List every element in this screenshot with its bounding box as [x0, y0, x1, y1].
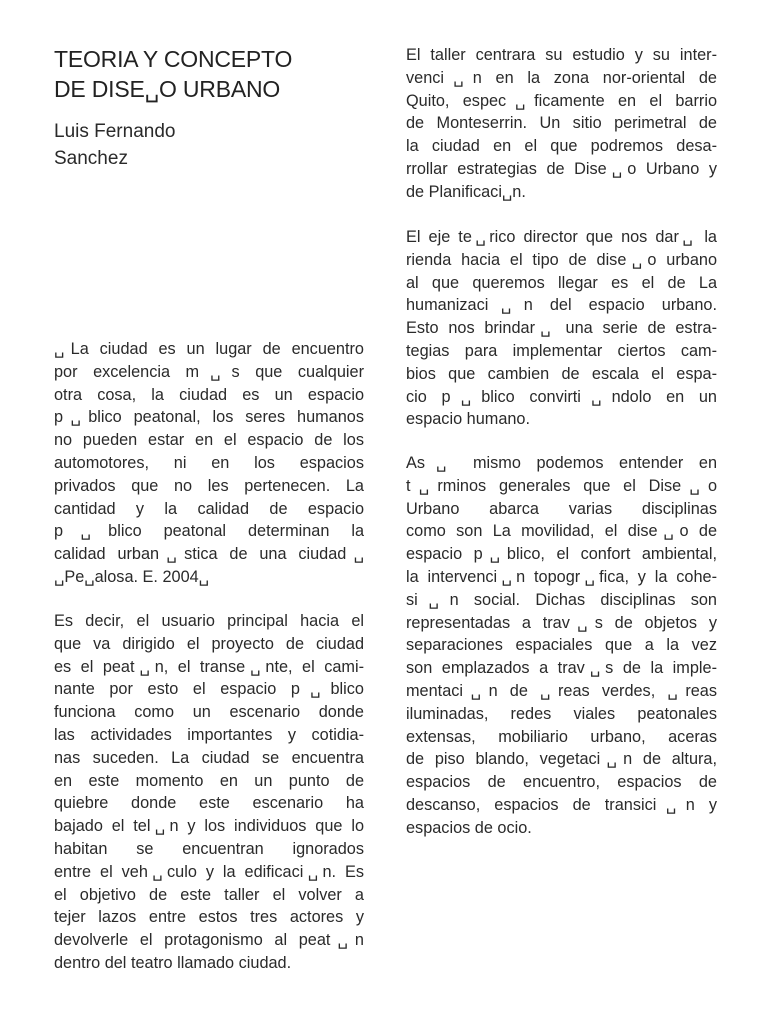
paragraph-line: nas suceden. La ciudad se encuentra [54, 748, 364, 767]
paragraph-line: si␣n social. Dichas disciplinas son [406, 590, 717, 609]
paragraph-line: de Planificaci␣n. [406, 182, 526, 201]
paragraph-line: automotores, ni en los espacios [54, 453, 364, 472]
paragraph-line: otra cosa, la ciudad es un espacio [54, 385, 364, 404]
left-column [54, 0, 364, 1024]
paragraph-line: es el peat␣n, el transe␣nte, el cami- [54, 657, 364, 676]
paragraph-line: dentro del teatro llamado ciudad. [54, 953, 292, 972]
paragraph-line: separaciones espaciales que a la vez [406, 636, 717, 655]
paragraph-line: tejer lazos entre estos tres actores y [54, 908, 364, 927]
paragraph-line: El taller centrara su estudio y su inter- [406, 46, 717, 64]
author-name [54, 118, 364, 172]
paragraph-line: descanso, espacios de transici␣n y [406, 795, 717, 814]
author-line: Sanchez [54, 148, 128, 169]
author-line: Luis Fernando [54, 121, 176, 142]
paragraph-line: de piso blando, vegetaci␣n de altura, [406, 750, 717, 769]
paragraph-line: ␣La ciudad es un lugar de encuentro [54, 340, 364, 358]
paragraph-line: venci␣n en la zona nor-oriental de [406, 68, 717, 87]
paragraph-line: privados que no les pertenecen. La [54, 476, 364, 495]
title-line: TEORIA Y CONCEPTO [54, 46, 293, 72]
paragraph-line: p␣blico peatonal determinan la [54, 522, 364, 541]
paragraph-line: tegias para implementar ciertos cam- [406, 341, 717, 360]
quote-paragraph [54, 338, 364, 589]
paragraph-line: no pueden estar en el espacio de los [54, 431, 364, 450]
body-paragraph [406, 226, 717, 431]
paragraph-line: rrollar estrategias de Dise␣o Urbano y [406, 159, 717, 178]
paragraph-line: entre el veh␣culo y la edificaci␣n. Es [54, 862, 364, 881]
paragraph-line: Esto nos brindar␣ una serie de estra- [406, 319, 717, 338]
paragraph-line: iluminadas, redes viales peatonales [406, 704, 717, 723]
paragraph-line: espacios de ocio. [406, 818, 532, 837]
body-paragraph [406, 452, 717, 840]
right-column [406, 0, 717, 1024]
paragraph-line: de Monteserrin. Un sitio perimetral de [406, 114, 717, 133]
paragraph-line: espacio p␣blico, el confort ambiental, [406, 545, 717, 564]
paragraph-line: como son La movilidad, el dise␣o de [406, 522, 717, 541]
paragraph-line: Quito, espec␣ficamente en el barrio [406, 91, 717, 110]
paragraph-line: t␣rminos generales que el Dise␣o [406, 476, 717, 495]
paragraph-line: quiebre donde este escenario ha [54, 794, 364, 813]
paragraph-line: Es decir, el usuario principal hacia el [54, 612, 364, 630]
paragraph-line: el objetivo de este taller el volver a [54, 885, 364, 904]
paragraph-line: las actividades importantes y cotidia- [54, 725, 364, 744]
paragraph-line: ␣Pe␣alosa. E. 2004␣ [54, 567, 210, 586]
paragraph-line: en este momento en un punto de [54, 771, 364, 790]
paragraph-line: humanizaci␣n del espacio urbano. [406, 296, 717, 315]
document-title [54, 44, 364, 104]
paragraph-line: la intervenci␣n topogr␣fica, y la cohe- [406, 567, 717, 586]
paragraph-line: al que queremos llegar es el de La [406, 273, 717, 292]
paragraph-line: extensas, mobiliario urbano, aceras [406, 727, 717, 746]
paragraph-line: son emplazados a trav␣s de la imple- [406, 659, 717, 678]
paragraph-line: espacio humano. [406, 410, 531, 429]
paragraph-line: As␣ mismo podemos entender en [406, 454, 717, 472]
paragraph-line: representadas a trav␣s de objetos y [406, 613, 717, 632]
paragraph-line: que va dirigido el proyecto de ciudad [54, 634, 364, 653]
title-line: DE DISE␣O URBANO [54, 76, 281, 102]
paragraph-line: cio p␣blico convirti␣ndolo en un [406, 387, 717, 406]
body-paragraph [406, 44, 717, 204]
paragraph-line: por excelencia m␣s que cualquier [54, 362, 364, 381]
paragraph-line: cantidad y la calidad de espacio [54, 499, 364, 518]
paragraph-line: p␣blico peatonal, los seres humanos [54, 408, 364, 427]
paragraph-line: nante por esto el espacio p␣blico [54, 680, 364, 699]
paragraph-line: rienda hacia el tipo de dise␣o urbano [406, 250, 717, 269]
paragraph-line: calidad urban␣stica de una ciudad␣ [54, 545, 364, 564]
paragraph-line: espacios de encuentro, espacios de [406, 773, 717, 792]
paragraph-line: funciona como un escenario donde [54, 703, 364, 722]
paragraph-line: bios que cambien de escala el espa- [406, 364, 717, 383]
paragraph-line: El eje te␣rico director que nos dar␣ la [406, 228, 717, 246]
paragraph-line: mentaci␣n de ␣reas verdes, ␣reas [406, 681, 717, 700]
paragraph-line: devolverle el protagonismo al peat␣n [54, 931, 364, 950]
paragraph-line: bajado el tel␣n y los individuos que lo [54, 817, 364, 836]
body-paragraph [54, 610, 364, 975]
paragraph-line: Urbano abarca varias disciplinas [406, 499, 717, 518]
paragraph-line: la ciudad en el que podremos desa- [406, 137, 717, 156]
paragraph-line: habitan se encuentran ignorados [54, 839, 364, 858]
